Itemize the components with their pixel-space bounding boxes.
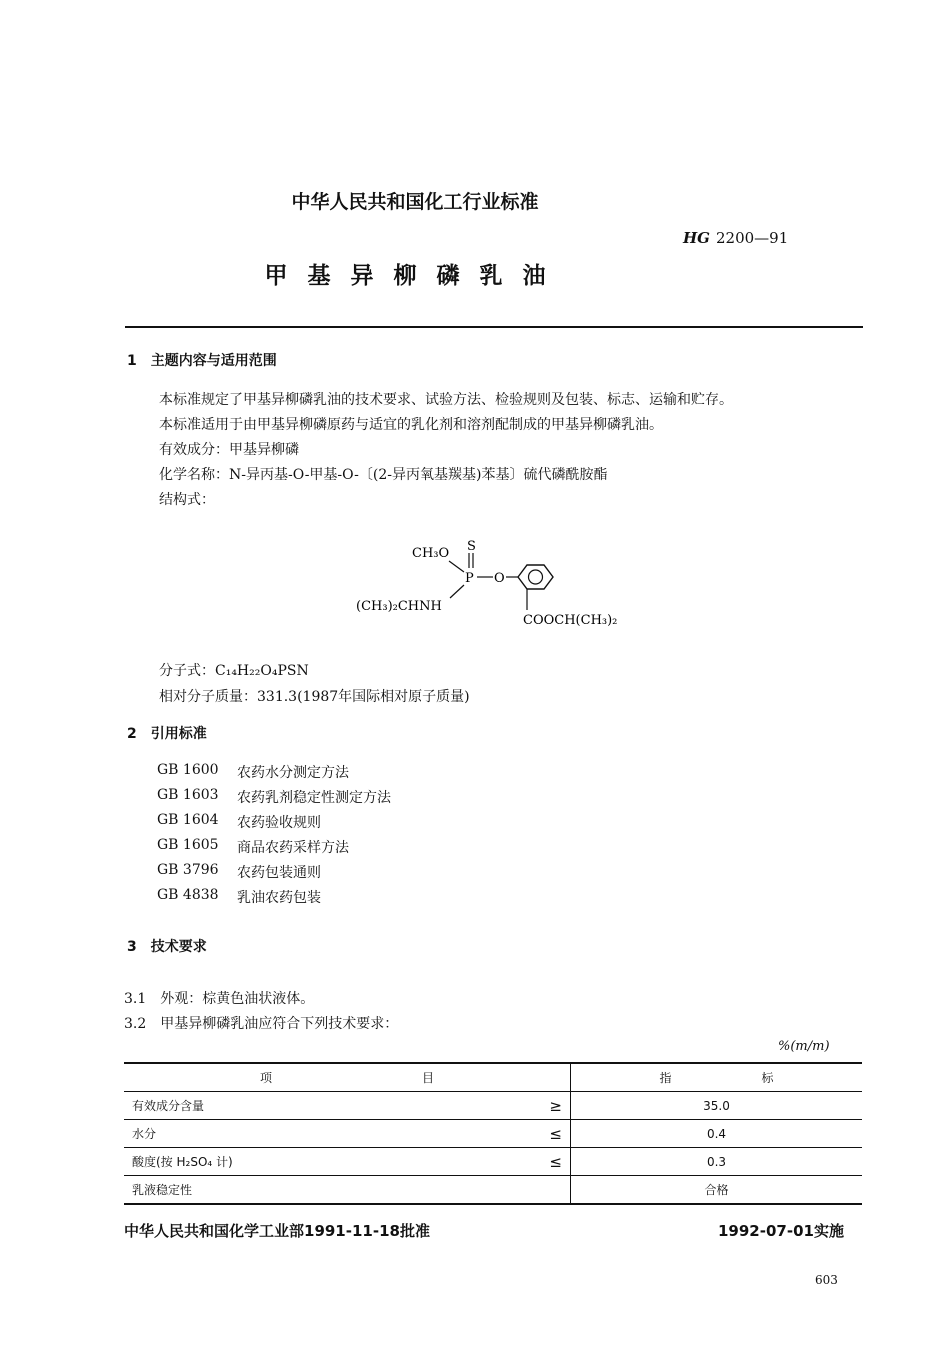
section-1-heading: 1 主题内容与适用范围: [127, 353, 277, 369]
standard-code: [683, 229, 788, 247]
formula-bond: [450, 585, 464, 598]
ref-standard-name: 农药乳剂稳定性测定方法: [237, 790, 391, 806]
formula-aromatic-circle: [529, 570, 543, 584]
effective-date: 1992-07-01实施: [718, 1222, 844, 1240]
row-item: 酸度(按 H₂SO₄ 计): [124, 1148, 536, 1176]
section-2-heading: 2 引用标准: [127, 726, 207, 742]
formula-ester-label: COOCH(CH₃)₂: [523, 613, 618, 628]
column-header-value: [571, 1063, 863, 1092]
ref-standard-name: 商品农药采样方法: [237, 840, 349, 856]
formula-amine-label: (CH₃)₂CHNH: [356, 599, 442, 614]
table-header-row: [124, 1063, 862, 1092]
requirement-3-1: 3.1 外观：棕黄色油状液体。: [124, 991, 315, 1007]
column-header-value-char: 标: [761, 1071, 774, 1085]
page-number: 603: [815, 1273, 838, 1287]
ref-standard-name: 乳油农药包装: [237, 890, 321, 906]
row-item: 乳液稳定性: [124, 1176, 536, 1205]
ref-standard-name: 农药验收规则: [237, 815, 321, 831]
document-title: 甲基异柳磷乳油: [264, 263, 566, 289]
ref-standard-name: 农药包装通则: [237, 865, 321, 881]
row-value: 35.0: [571, 1092, 863, 1120]
ref-standard-code: GB 1605: [157, 837, 219, 853]
row-value: 合格: [571, 1176, 863, 1205]
section-1-paragraph: 有效成分：甲基异柳磷: [159, 442, 299, 458]
section-1-paragraph: 结构式：: [159, 492, 215, 508]
row-sign: ≤: [536, 1120, 571, 1148]
ref-standard-code: GB 1604: [157, 812, 219, 828]
formula-phosphorus-label: P: [465, 571, 474, 586]
requirements-table: [124, 1062, 862, 1205]
row-item: 有效成分含量: [124, 1092, 536, 1120]
ref-standard-code: GB 4838: [157, 887, 219, 903]
requirement-3-2: 3.2 甲基异柳磷乳油应符合下列技术要求：: [124, 1016, 399, 1032]
section-1-paragraph: 本标准适用于由甲基异柳磷原药与适宜的乳化剂和溶剂配制成的甲基异柳磷乳油。: [159, 417, 663, 433]
standard-code-prefix: HG: [683, 229, 710, 247]
structural-formula: [340, 530, 660, 640]
row-sign: ≤: [536, 1148, 571, 1176]
column-header-item-char: 目: [422, 1071, 435, 1085]
row-sign: [536, 1176, 571, 1205]
molecular-formula: 分子式：C₁₄H₂₂O₄PSN: [159, 663, 309, 679]
ref-standard-name: 农药水分测定方法: [237, 765, 349, 781]
formula-oxygen-label: O: [494, 571, 505, 586]
ref-standard-code: GB 1603: [157, 787, 219, 803]
row-sign: ≥: [536, 1092, 571, 1120]
table-row: [124, 1176, 862, 1205]
standard-org-title: 中华人民共和国化工行业标准: [291, 191, 539, 213]
table-unit: %(m/m): [778, 1039, 830, 1054]
section-1-paragraph: 本标准规定了甲基异柳磷乳油的技术要求、试验方法、检验规则及包装、标志、运输和贮存。: [159, 392, 733, 408]
row-item: 水分: [124, 1120, 536, 1148]
standard-code-number: 2200—91: [715, 229, 789, 247]
column-header-item: [124, 1063, 571, 1092]
section-1-paragraph: 化学名称：N-异丙基-O-甲基-O-〔(2-异丙氧基羰基)苯基〕硫代磷酰胺酯: [159, 467, 608, 483]
table-row: [124, 1120, 862, 1148]
ref-standard-code: GB 1600: [157, 762, 219, 778]
column-header-value-char: 指: [659, 1071, 672, 1085]
row-value: 0.3: [571, 1148, 863, 1176]
formula-benzene-ring: [518, 565, 553, 589]
table-row: [124, 1092, 862, 1120]
approval-line: 中华人民共和国化学工业部1991-11-18批准: [124, 1222, 430, 1240]
header-rule: [125, 326, 863, 328]
formula-methoxy-label: CH₃O: [412, 546, 450, 561]
section-3-heading: 3 技术要求: [127, 939, 207, 955]
molecular-weight: 相对分子质量：331.3(1987年国际相对原子质量): [159, 689, 470, 705]
table-row: [124, 1148, 862, 1176]
ref-standard-code: GB 3796: [157, 862, 219, 878]
formula-bond: [449, 561, 464, 572]
column-header-item-char: 项: [259, 1071, 272, 1085]
row-value: 0.4: [571, 1120, 863, 1148]
formula-sulfur-label: S: [467, 539, 476, 554]
